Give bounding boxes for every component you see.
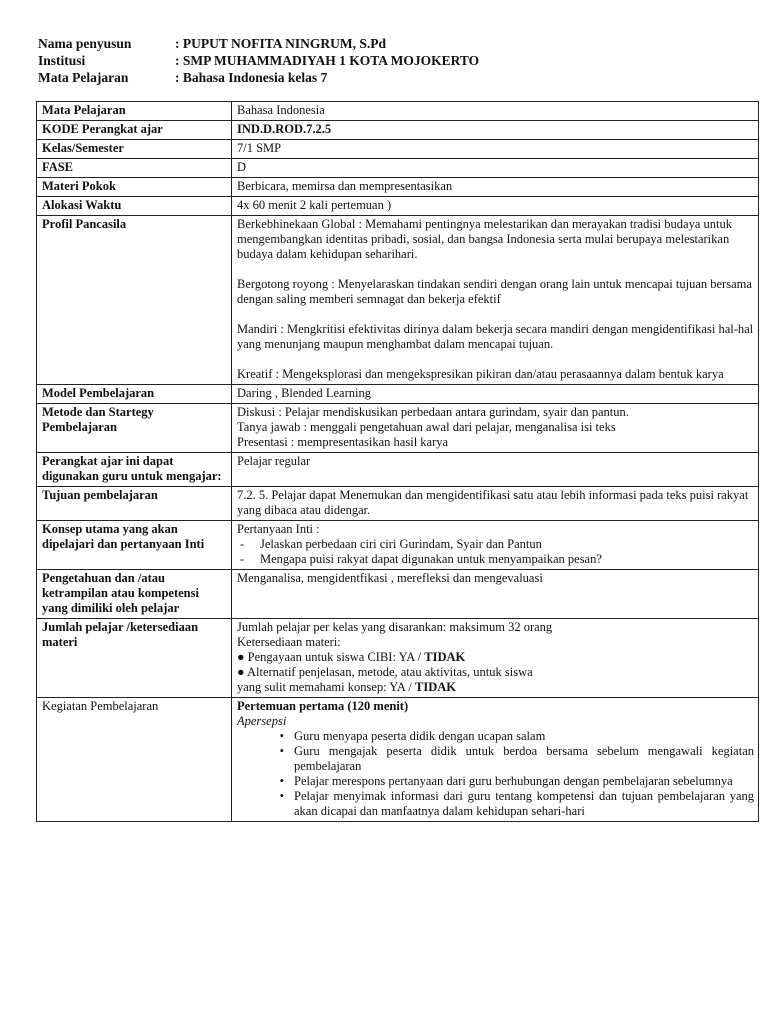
section-subtitle: Apersepsi	[237, 714, 287, 728]
value-cell: 7/1 SMP	[232, 140, 759, 159]
bullet-marker: •	[279, 789, 284, 803]
list-item: • Pelajar menyimak informasi dari guru tentang kompetensi dan tujuan pembelajaran yang akan dicapai dan manfaatnya dalam kehidupan sehari-hari	[237, 789, 754, 819]
profil-paragraph: Berkebhinekaan Global : Memahami pentingnya melestarikan dan merayakan tradisi budaya untuk mengembangkan identitas pribadi, sosial, dan bangsa Indonesia serta mulai berupaya melestarikan budaya dalam kehidupan seharihari.	[237, 217, 732, 261]
label-cell: Pengetahuan dan /atau ketrampilan atau kompetensi yang dimiliki oleh pelajar	[37, 570, 232, 619]
label-cell: Mata Pelajaran	[37, 102, 232, 121]
label-cell: Konsep utama yang akan dipelajari dan pertanyaan Inti	[37, 521, 232, 570]
value-cell	[232, 216, 759, 385]
label-cell: KODE Perangkat ajar	[37, 121, 232, 140]
dash-marker: -	[240, 537, 245, 551]
value-cell: Daring , Blended Learning	[232, 385, 759, 404]
value-cell: 7.2. 5. Pelajar dapat Menemukan dan mengidentifikasi satu atau lebih informasi pada teks puisi rakyat yang dibaca atau didengar.	[232, 487, 759, 521]
profil-paragraph: Bergotong royong : Menyelaraskan tindakan sendiri dengan orang lain untuk mencapai tujuan bersama dengan saling memberi semnagat dan bekerja efektif	[237, 277, 752, 306]
label-cell: Kelas/Semester	[37, 140, 232, 159]
table-row-kegiatan	[37, 698, 759, 822]
section-title: Pertemuan pertama (120 menit)	[237, 699, 409, 713]
label-cell: Jumlah pelajar /ketersediaan materi	[37, 619, 232, 698]
label-cell: Tujuan pembelajaran	[37, 487, 232, 521]
lesson-plan-table	[36, 101, 759, 822]
profil-paragraph: Mandiri : Mengkritisi efektivitas dirinya dalam bekerja secara mandiri dengan mengidentifikasi hal-hal yang menunjang maupun menghambat dalam mencapai tujuan.	[237, 322, 754, 351]
header-row-institution: Institusi : SMP MUHAMMADIYAH 1 KOTA MOJOKERTO	[38, 53, 480, 68]
label-cell: Kegiatan Pembelajaran	[37, 698, 232, 822]
bullet-marker: •	[279, 729, 284, 743]
header-row-author: Nama penyusun : PUPUT NOFITA NINGRUM, S.Pd	[38, 36, 387, 51]
document-header	[38, 35, 479, 86]
metode-line: Presentasi : mempresentasikan hasil karya	[237, 435, 449, 449]
list-item: - Mengapa puisi rakyat dapat digunakan untuk menyampaikan pesan?	[237, 552, 754, 567]
table-row-jumlah	[37, 619, 759, 698]
label-cell: Model Pembelajaran	[37, 385, 232, 404]
value-cell: Bahasa Indonesia	[232, 102, 759, 121]
value-cell: Menganalisa, mengidentfikasi , merefleksi dan mengevaluasi	[232, 570, 759, 619]
konsep-intro: Pertanyaan Inti :	[237, 522, 320, 536]
table-row-metode	[37, 404, 759, 453]
list-item: • Guru menyapa peserta didik dengan ucapan salam	[237, 729, 754, 744]
value-cell: 4x 60 menit 2 kali pertemuan )	[232, 197, 759, 216]
label-cell: FASE	[37, 159, 232, 178]
label-cell: Profil Pancasila	[37, 216, 232, 385]
header-row-subject: Mata Pelajaran : Bahasa Indonesia kelas 7	[38, 70, 328, 85]
label-cell: Alokasi Waktu	[37, 197, 232, 216]
table-row-kelas	[37, 140, 759, 159]
table-row-mapel	[37, 102, 759, 121]
dash-marker: -	[240, 552, 245, 566]
bullet-marker: •	[279, 774, 284, 788]
value-cell	[232, 521, 759, 570]
value-cell: D	[232, 159, 759, 178]
value-cell: IND.D.ROD.7.2.5	[232, 121, 759, 140]
table-row-perangkat	[37, 453, 759, 487]
list-item: - Jelaskan perbedaan ciri ciri Gurindam, Syair dan Pantun	[237, 537, 754, 552]
value-cell	[232, 404, 759, 453]
value-cell	[232, 698, 759, 822]
table-row-konsep	[37, 521, 759, 570]
table-row-pengetahuan	[37, 570, 759, 619]
table-row-fase	[37, 159, 759, 178]
list-item: • Guru mengajak peserta didik untuk berdoa bersama sebelum mengawali kegiatan pembelajaran	[237, 744, 754, 774]
table-row-tujuan	[37, 487, 759, 521]
label-cell: Materi Pokok	[37, 178, 232, 197]
table-row-kode	[37, 121, 759, 140]
value-cell: Jumlah pelajar per kelas yang disarankan: maksimum 32 orang Ketersediaan materi: ● Pengayaan untuk siswa CIBI: YA / TIDAK ● Alternatif penjelasan, metode, atau aktivitas, untuk siswa yang sulit memahami konsep: YA / TIDAK	[232, 619, 759, 698]
list-item: • Pelajar merespons pertanyaan dari guru berhubungan dengan pembelajaran sebelumnya	[237, 774, 754, 789]
value-cell: Berbicara, memirsa dan mempresentasikan	[232, 178, 759, 197]
profil-paragraph: Kreatif : Mengeksplorasi dan mengekspresikan pikiran dan/atau perasaannya dalam bentuk karya	[237, 367, 724, 381]
bullet-marker: •	[279, 744, 284, 758]
label-cell: Perangkat ajar ini dapat digunakan guru untuk mengajar:	[37, 453, 232, 487]
value-cell: Pelajar regular	[232, 453, 759, 487]
metode-line: Diskusi : Pelajar mendiskusikan perbedaan antara gurindam, syair dan pantun.	[237, 405, 629, 419]
metode-line: Tanya jawab : menggali pengetahuan awal dari pelajar, menganalisa isi teks	[237, 420, 616, 434]
table-row-materi	[37, 178, 759, 197]
table-row-profil	[37, 216, 759, 385]
label-cell: Metode dan Startegy Pembelajaran	[37, 404, 232, 453]
table-row-alokasi	[37, 197, 759, 216]
table-row-model	[37, 385, 759, 404]
